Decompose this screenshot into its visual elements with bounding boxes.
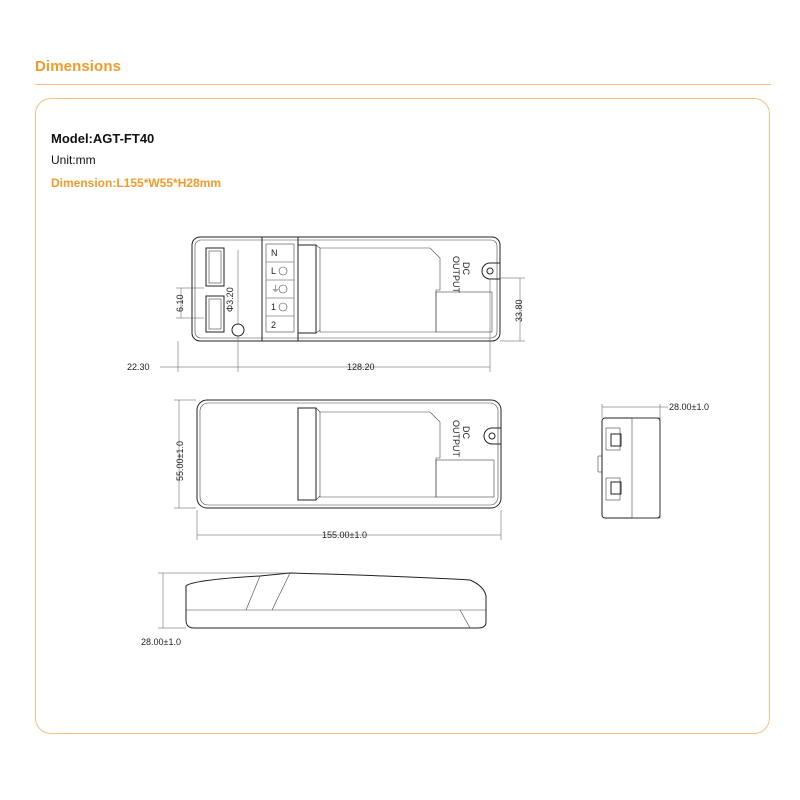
dimension-label: Dimension:L155*W55*H28mm: [51, 176, 222, 190]
dim-128-20: 128.20: [347, 362, 375, 372]
front-view: [174, 400, 501, 540]
terminal-label-2: 2: [271, 320, 277, 330]
dim-6-10: 6.10: [175, 294, 185, 312]
terminal-cover: [298, 245, 316, 333]
side-dim-height: 28.00±1.0: [669, 402, 709, 412]
side-connector-upper: [611, 434, 621, 446]
dc-label-top: DC: [461, 262, 471, 275]
output-area: [436, 292, 492, 332]
top-view: [127, 237, 525, 372]
output-label-top: OUTPUT: [451, 256, 461, 293]
terminal-label-earth: ⏚: [271, 284, 281, 294]
dim-22-30: 22.30: [127, 362, 150, 372]
profile-view: [141, 573, 486, 647]
mounting-hole: [232, 324, 244, 336]
section-title: Dimensions: [35, 58, 122, 75]
side-connector-lower: [611, 482, 621, 494]
terminal-label-l: L: [271, 266, 277, 276]
dim-width: 55.00±1.0: [175, 441, 185, 481]
output-label-front: OUTPUT: [451, 420, 461, 457]
front-terminal-cover: [298, 408, 316, 500]
connector-box-lower: [206, 296, 224, 332]
side-view: [598, 402, 709, 518]
dim-33-80: 33.80: [514, 299, 524, 322]
label-area: [320, 248, 440, 332]
unit-label: Unit:mm: [51, 153, 96, 167]
dc-label-front: DC: [461, 426, 471, 439]
side-view-outline: [602, 418, 660, 518]
profile-outline: [186, 573, 486, 628]
profile-dim-height: 28.00±1.0: [141, 637, 181, 647]
front-label-area: [320, 412, 440, 497]
model-label: Model:AGT-FT40: [51, 131, 155, 146]
dim-length: 155.00±1.0: [322, 530, 367, 540]
connector-box-upper: [206, 248, 224, 286]
terminal-label-n: N: [271, 248, 278, 258]
terminal-label-1: 1: [271, 302, 277, 312]
front-output-area: [436, 460, 494, 497]
hole-diameter-label: Φ3.20: [225, 287, 235, 312]
